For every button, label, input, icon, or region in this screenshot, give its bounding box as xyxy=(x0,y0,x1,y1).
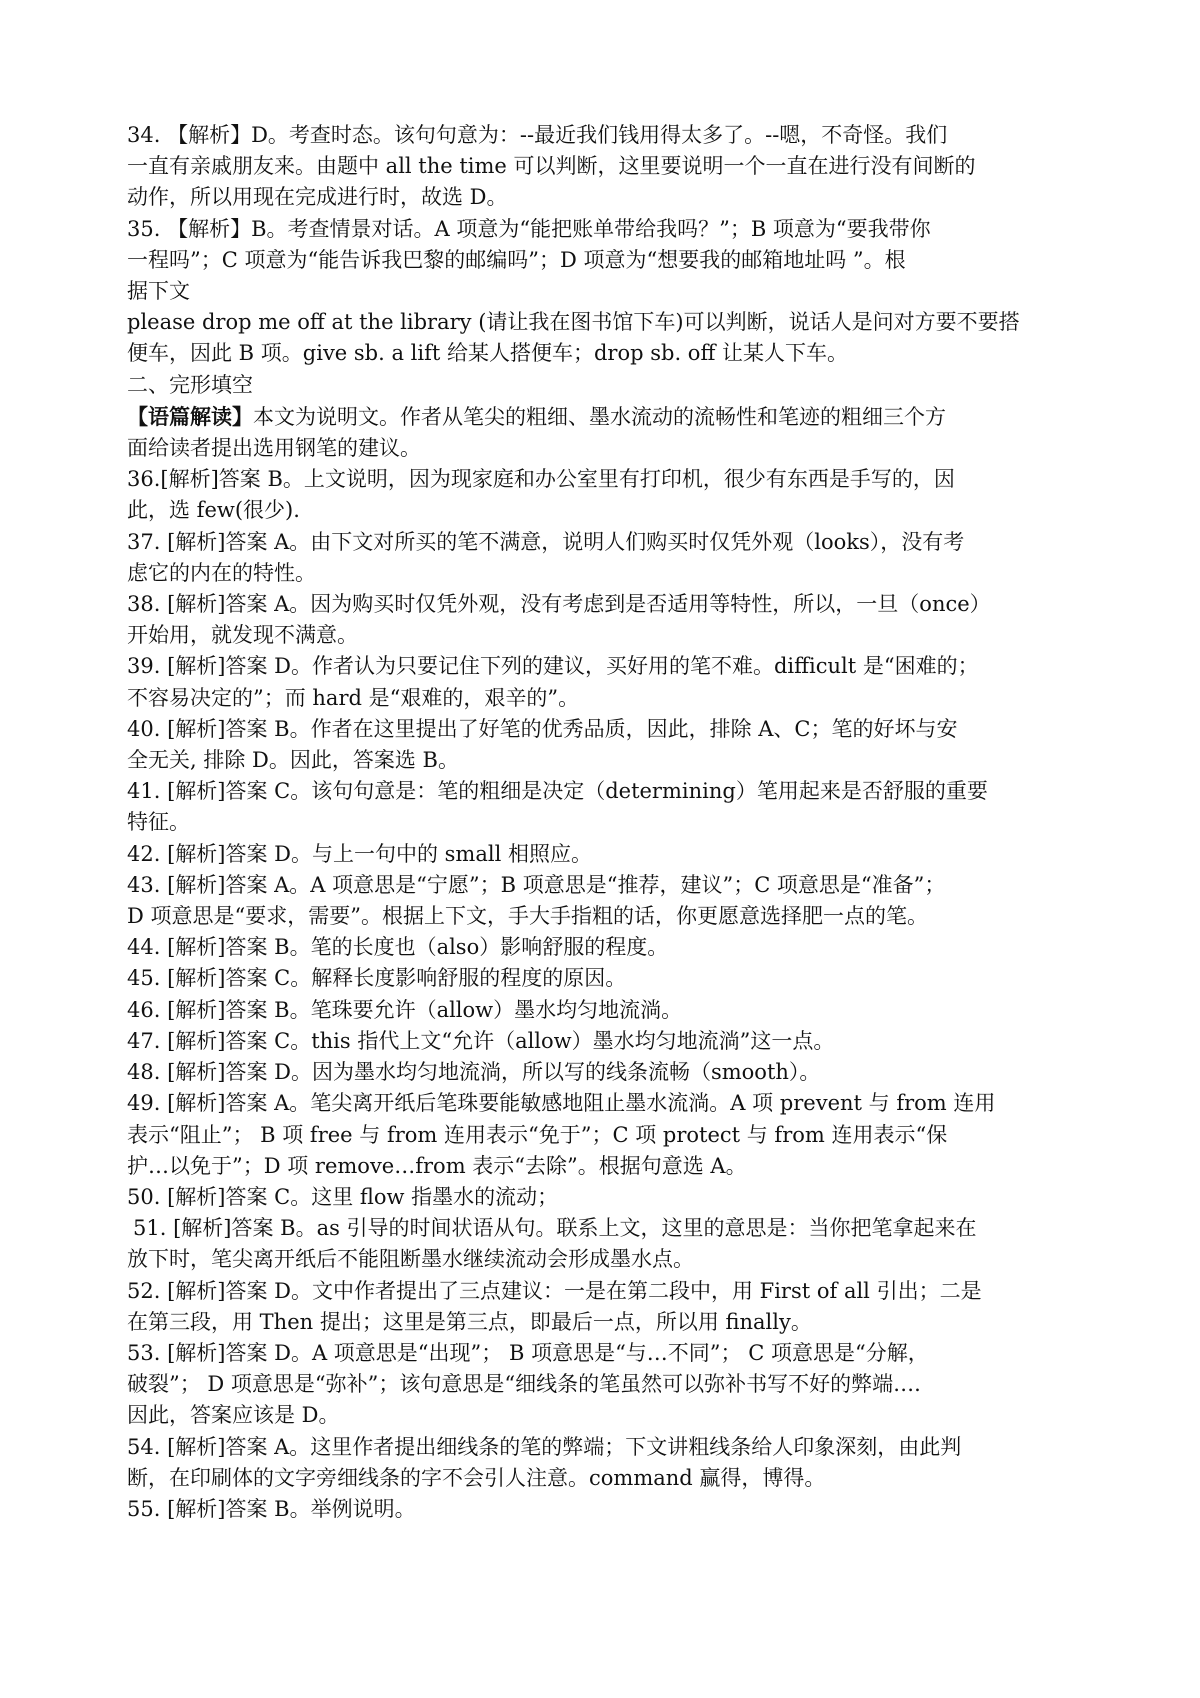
text-line: please drop me off at the library (请让我在图书馆下车)可以判断，说话人是问对方要不要搭 xyxy=(127,310,1020,335)
text-line: 断，在印刷体的文字旁细线条的字不会引人注意。command 赢得，博得。 xyxy=(127,1465,826,1490)
text-line: 此，选 few(很少). xyxy=(127,498,300,523)
text-line: 36.[解析]答案 B。上文说明，因为现家庭和办公室里有打印机，很少有东西是手写的，因 xyxy=(127,467,955,492)
text-line: 34. 【解析】D。考查时态。该句句意为：--最近我们钱用得太多了。--嗯，不奇怪。我们 xyxy=(127,123,948,147)
text-line: 50. [解析]答案 C。这里 flow 指墨水的流动； xyxy=(127,1184,559,1209)
text-line: 全无关, 排除 D。因此，答案选 B。 xyxy=(127,748,459,773)
reading-text: 本文为说明文。作者从笔尖的粗细、墨水流动的流畅性和笔迹的粗细三个方 xyxy=(253,404,946,429)
text-line: 便车，因此 B 项。give sb. a lift 给某人搭便车；drop sb. off 让某人下车。 xyxy=(127,341,849,366)
section-heading: 二、完形填空 xyxy=(127,372,253,397)
text-line: 虑它的内在的特性。 xyxy=(127,560,316,585)
text-line: 49. [解析]答案 A。笔尖离开纸后笔珠要能敏感地阻止墨水流淌。A 项 prevent 与 from 连用 xyxy=(127,1091,996,1116)
text-line: 特征。 xyxy=(127,810,190,835)
text-line: 46. [解析]答案 B。笔珠要允许（allow）墨水均匀地流淌。 xyxy=(127,997,683,1022)
text-line: 39. [解析]答案 D。作者认为只要记住下列的建议，买好用的笔不难。difficult 是“困难的； xyxy=(127,654,979,679)
text-line: 护…以免于”；D 项 remove…from 表示“去除”。根据句意选 A。 xyxy=(127,1153,747,1178)
text-line: 45. [解析]答案 C。解释长度影响舒服的程度的原因。 xyxy=(127,966,627,991)
text-line: 54. [解析]答案 A。这里作者提出细线条的笔的弊端；下文讲粗线条给人印象深刻，由此判 xyxy=(127,1434,962,1459)
text-line: 一程吗”；C 项意为“能告诉我巴黎的邮编吗”；D 项意为“想要我的邮箱地址吗 ”。根 xyxy=(127,247,906,272)
text-line: 因此，答案应该是 D。 xyxy=(127,1403,340,1428)
text-line: 面给读者提出选用钢笔的建议。 xyxy=(127,436,421,461)
text-line: 42. [解析]答案 D。与上一句中的 small 相照应。 xyxy=(127,841,592,866)
reading-label: 【语篇解读】 xyxy=(127,403,253,429)
text-line: 据下文 xyxy=(127,279,190,304)
text-line: 35. 【解析】B。考查情景对话。A 项意为“能把账单带给我吗？”；B 项意为“要我带你 xyxy=(127,216,931,241)
text-line: 37. [解析]答案 A。由下文对所买的笔不满意，说明人们购买时仅凭外观（looks），没有考 xyxy=(127,529,965,554)
text-line: 一直有亲戚朋友来。由题中 all the time 可以判断，这里要说明一个一直在进行没有间断的 xyxy=(127,154,976,179)
text-line: 44. [解析]答案 B。笔的长度也（also）影响舒服的程度。 xyxy=(127,935,669,960)
text-line: 40. [解析]答案 B。作者在这里提出了好笔的优秀品质，因此，排除 A、C；笔的好坏与安 xyxy=(127,716,958,741)
text-line: 47. [解析]答案 C。this 指代上文“允许（allow）墨水均匀地流淌”这一点。 xyxy=(127,1028,835,1053)
text-line: 55. [解析]答案 B。举例说明。 xyxy=(127,1496,416,1521)
text-line: 动作，所以用现在完成进行时，故选 D。 xyxy=(127,185,508,210)
text-line: 破裂”； D 项意思是“弥补”；该句意思是“细线条的笔虽然可以弥补书写不好的弊端…. xyxy=(127,1372,921,1397)
text-line: 38. [解析]答案 A。因为购买时仅凭外观，没有考虑到是否适用等特性，所以，一旦（once） xyxy=(127,592,991,617)
text-line: 53. [解析]答案 D。A 项意思是“出现”； B 项意思是“与…不同”； C 项意思是“分解， xyxy=(127,1340,929,1365)
text-line: 表示“阻止”； B 项 free 与 from 连用表示“免于”；C 项 protect 与 from 连用表示“保 xyxy=(127,1122,948,1147)
text-line: 51. [解析]答案 B。as 引导的时间状语从句。联系上文，这里的意思是：当你把笔拿起来在 xyxy=(133,1216,977,1241)
text-line: 41. [解析]答案 C。该句句意是：笔的粗细是决定（determining）笔用起来是否舒服的重要 xyxy=(127,779,988,804)
text-line: D 项意思是“要求，需要”。根据上下文，手大手指粗的话，你更愿意选择肥一点的笔。 xyxy=(127,904,928,929)
text-line: 52. [解析]答案 D。文中作者提出了三点建议：一是在第二段中，用 First of all 引出；二是 xyxy=(127,1278,982,1303)
text-line: 不容易决定的”；而 hard 是“艰难的，艰辛的”。 xyxy=(127,685,580,710)
text-line: 43. [解析]答案 A。A 项意思是“宁愿”；B 项意思是“推荐，建议”；C 项意思是“准备”； xyxy=(127,872,946,897)
document-body xyxy=(127,120,1082,1525)
text-line: 48. [解析]答案 D。因为墨水均匀地流淌，所以写的线条流畅（smooth）。 xyxy=(127,1060,821,1085)
text-line: 开始用，就发现不满意。 xyxy=(127,623,358,648)
text-line: 放下时，笔尖离开纸后不能阻断墨水继续流动会形成墨水点。 xyxy=(127,1247,694,1272)
reading-intro xyxy=(127,401,1082,433)
text-line: 在第三段，用 Then 提出；这里是第三点，即最后一点，所以用 finally。 xyxy=(127,1309,812,1334)
